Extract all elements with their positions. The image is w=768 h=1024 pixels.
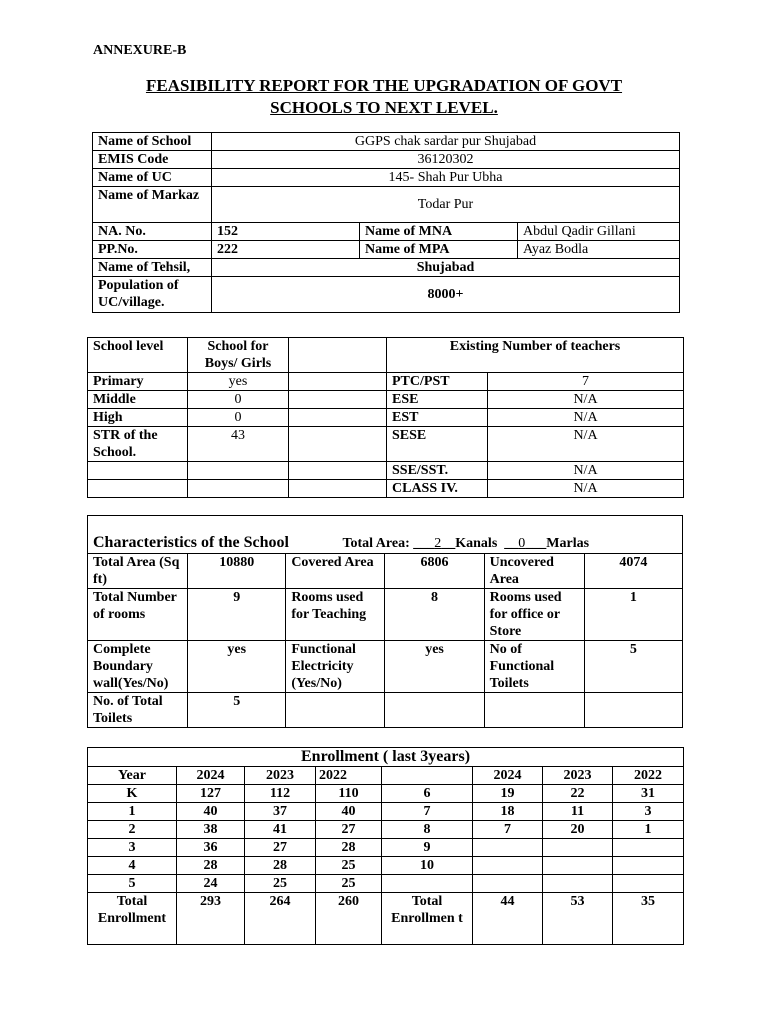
marlas-label: Marlas [546,536,590,551]
teacher-count-value: N/A [488,427,684,462]
empty-header-cell [289,338,387,373]
table-row [88,767,684,785]
characteristics-heading [88,516,683,554]
school-level-table [87,337,684,498]
empty-cell [382,767,473,785]
total-toilets-value: 5 [188,693,286,728]
page-title [100,75,668,119]
teaching-rooms-label: Rooms used for Teaching [286,589,385,641]
teacher-category-label: PTC/PST [387,373,488,391]
table-row [88,748,684,767]
table-row [93,169,680,187]
enrollment-body [88,785,684,893]
enrollment-value [613,857,684,875]
empty-cell [484,693,584,728]
total-toilets-label: No. of Total Toilets [88,693,188,728]
table-row [93,133,680,151]
year-header-cell: 2022 [613,767,684,785]
total-enrollment-value: 293 [177,893,245,945]
empty-cell [289,409,387,427]
class-label: 2 [88,821,177,839]
enrollment-value: 38 [177,821,245,839]
table-row [93,277,680,313]
enrollment-value [543,875,613,893]
enrollment-title-cell [88,748,684,767]
characteristics-title: Characteristics of the School [93,534,289,551]
covered-area-value: 6806 [385,554,484,589]
empty-cell [289,391,387,409]
enrollment-value [613,875,684,893]
enrollment-value: 7 [473,821,543,839]
enrollment-value: 25 [245,875,316,893]
na-label: NA. No. [93,223,212,241]
school-name-label: Name of School [93,133,212,151]
na-value: 152 [212,223,360,241]
population-value: 8000+ [212,277,680,313]
total-enrollment-value: 264 [245,893,316,945]
teacher-count-value: 7 [488,373,684,391]
enrollment-value: 28 [245,857,316,875]
kanals-value: 2 [434,536,442,551]
office-rooms-label: Rooms used for office or Store [484,589,584,641]
uncovered-area-value: 4074 [584,554,682,589]
empty-cell [286,693,385,728]
total-area-value: 10880 [188,554,286,589]
teacher-category-label: ESE [387,391,488,409]
teacher-category-label: CLASS IV. [387,480,488,498]
functional-toilets-label: No of Functional Toilets [484,641,584,693]
table-row [88,821,684,839]
school-level-value: 43 [188,427,289,462]
enrollment-value [473,839,543,857]
enrollment-value: 27 [316,821,382,839]
enrollment-value: 37 [245,803,316,821]
enrollment-value: 24 [177,875,245,893]
markaz-value: Todar Pur [212,187,680,223]
kanals-blank-a: ___ [413,536,435,551]
enrollment-value: 20 [543,821,613,839]
area-prefix: Total Area: [342,536,414,551]
school-level-value: yes [188,373,289,391]
total-enrollment-label-2: Total Enrollmen t [382,893,473,945]
enrollment-value [473,875,543,893]
table-row [88,857,684,875]
school-level-header: School level [88,338,188,373]
mna-label: Name of MNA [360,223,518,241]
year-header-cell: 2024 [473,767,543,785]
class-label: 10 [382,857,473,875]
school-level-label: High [88,409,188,427]
table-row [88,803,684,821]
table-row [88,427,684,462]
teacher-category-label: EST [387,409,488,427]
table-row [88,785,684,803]
emis-value: 36120302 [212,151,680,169]
empty-cell [289,462,387,480]
enrollment-value: 18 [473,803,543,821]
marlas-blank-a: __ [504,536,519,551]
teaching-rooms-value: 8 [385,589,484,641]
enrollment-value: 1 [613,821,684,839]
school-level-label [88,480,188,498]
table-row [88,641,683,693]
enrollment-value: 36 [177,839,245,857]
electricity-value: yes [385,641,484,693]
school-level-label: STR of the School. [88,427,188,462]
enrollment-value: 40 [177,803,245,821]
enrollment-title: Enrollment ( last 3years) [301,748,471,765]
year-header-cell: 2024 [177,767,245,785]
teacher-count-value: N/A [488,462,684,480]
mpa-label: Name of MPA [360,241,518,259]
table-row [88,516,683,554]
table-row [88,338,684,373]
empty-cell [584,693,682,728]
table-row [93,187,680,223]
total-rooms-label: Total Number of rooms [88,589,188,641]
markaz-label: Name of Markaz [93,187,212,223]
school-name-value: GGPS chak sardar pur Shujabad [212,133,680,151]
enrollment-value: 22 [543,785,613,803]
enrollment-value: 112 [245,785,316,803]
teachers-header: Existing Number of teachers [387,338,684,373]
enrollment-value: 28 [177,857,245,875]
table-row [88,893,684,945]
kanals-blank-b: __ [441,536,456,551]
tehsil-label: Name of Tehsil, [93,259,212,277]
enrollment-value: 110 [316,785,382,803]
class-label: 6 [382,785,473,803]
empty-cell [289,373,387,391]
total-enrollment-label: Total Enrollment [88,893,177,945]
school-level-value: 0 [188,391,289,409]
class-label [382,875,473,893]
enrollment-value: 127 [177,785,245,803]
school-level-label: Middle [88,391,188,409]
empty-cell [289,427,387,462]
total-enrollment-value-2: 53 [543,893,613,945]
pp-value: 222 [212,241,360,259]
annexure-label: ANNEXURE-B [93,43,187,58]
table-row [93,151,680,169]
class-label: 8 [382,821,473,839]
enrollment-value: 11 [543,803,613,821]
enrollment-value: 3 [613,803,684,821]
empty-cell [289,480,387,498]
table-row [88,554,683,589]
enrollment-value [543,857,613,875]
class-label: 5 [88,875,177,893]
uc-label: Name of UC [93,169,212,187]
enrollment-value: 27 [245,839,316,857]
marlas-blank-b: ___ [525,536,547,551]
mpa-value: Ayaz Bodla [518,241,680,259]
electricity-label: Functional Electricity (Yes/No) [286,641,385,693]
total-rooms-value: 9 [188,589,286,641]
table-row [88,589,683,641]
enrollment-value: 19 [473,785,543,803]
teacher-count-value: N/A [488,409,684,427]
uncovered-area-label: Uncovered Area [484,554,584,589]
functional-toilets-value: 5 [584,641,682,693]
enrollment-value: 41 [245,821,316,839]
class-label: 1 [88,803,177,821]
enrollment-value: 28 [316,839,382,857]
total-enrollment-value: 260 [316,893,382,945]
enrollment-table [87,747,684,945]
teacher-category-label: SESE [387,427,488,462]
class-label: K [88,785,177,803]
table-row [93,223,680,241]
total-enrollment-value-2: 35 [613,893,684,945]
mna-value: Abdul Qadir Gillani [518,223,680,241]
table-row [88,480,684,498]
table-row [88,391,684,409]
levels-body [88,373,684,498]
enrollment-value: 31 [613,785,684,803]
teacher-count-value: N/A [488,391,684,409]
enrollment-value: 25 [316,857,382,875]
class-label: 9 [382,839,473,857]
table-row [88,409,684,427]
school-level-value: 0 [188,409,289,427]
title-line-2: SCHOOLS TO NEXT LEVEL. [270,98,498,117]
table-row [88,462,684,480]
total-area-kanals-marlas [342,536,589,551]
class-label: 7 [382,803,473,821]
school-info-table [92,132,680,313]
year-header: Year [88,767,177,785]
school-for-header: School for Boys/ Girls [188,338,289,373]
teacher-category-label: SSE/SST. [387,462,488,480]
covered-area-label: Covered Area [286,554,385,589]
table-row [88,839,684,857]
school-level-value [188,462,289,480]
enrollment-value: 40 [316,803,382,821]
empty-cell [385,693,484,728]
teacher-count-value: N/A [488,480,684,498]
emis-label: EMIS Code [93,151,212,169]
uc-value: 145- Shah Pur Ubha [212,169,680,187]
year-header-cell: 2023 [245,767,316,785]
total-enrollment-value-2: 44 [473,893,543,945]
office-rooms-value: 1 [584,589,682,641]
kanals-label: Kanals [455,536,498,551]
marlas-value: 0 [518,536,526,551]
title-line-1: FEASIBILITY REPORT FOR THE UPGRADATION OF GOVT [145,76,623,95]
enrollment-value [543,839,613,857]
school-level-label: Primary [88,373,188,391]
class-label: 4 [88,857,177,875]
enrollment-value [473,857,543,875]
table-row [88,875,684,893]
population-label: Population of UC/village. [93,277,212,313]
boundary-wall-value: yes [188,641,286,693]
characteristics-table [87,515,683,728]
table-row [93,259,680,277]
class-label: 3 [88,839,177,857]
year-header-cell: 2023 [543,767,613,785]
school-level-label [88,462,188,480]
school-level-value [188,480,289,498]
enrollment-value: 25 [316,875,382,893]
table-row [88,373,684,391]
pp-label: PP.No. [93,241,212,259]
boundary-wall-label: Complete Boundary wall(Yes/No) [88,641,188,693]
tehsil-value: Shujabad [212,259,680,277]
table-row [88,693,683,728]
total-area-label: Total Area (Sq ft) [88,554,188,589]
table-row [93,241,680,259]
year-header-cell: 2022 [316,767,382,785]
enrollment-value [613,839,684,857]
